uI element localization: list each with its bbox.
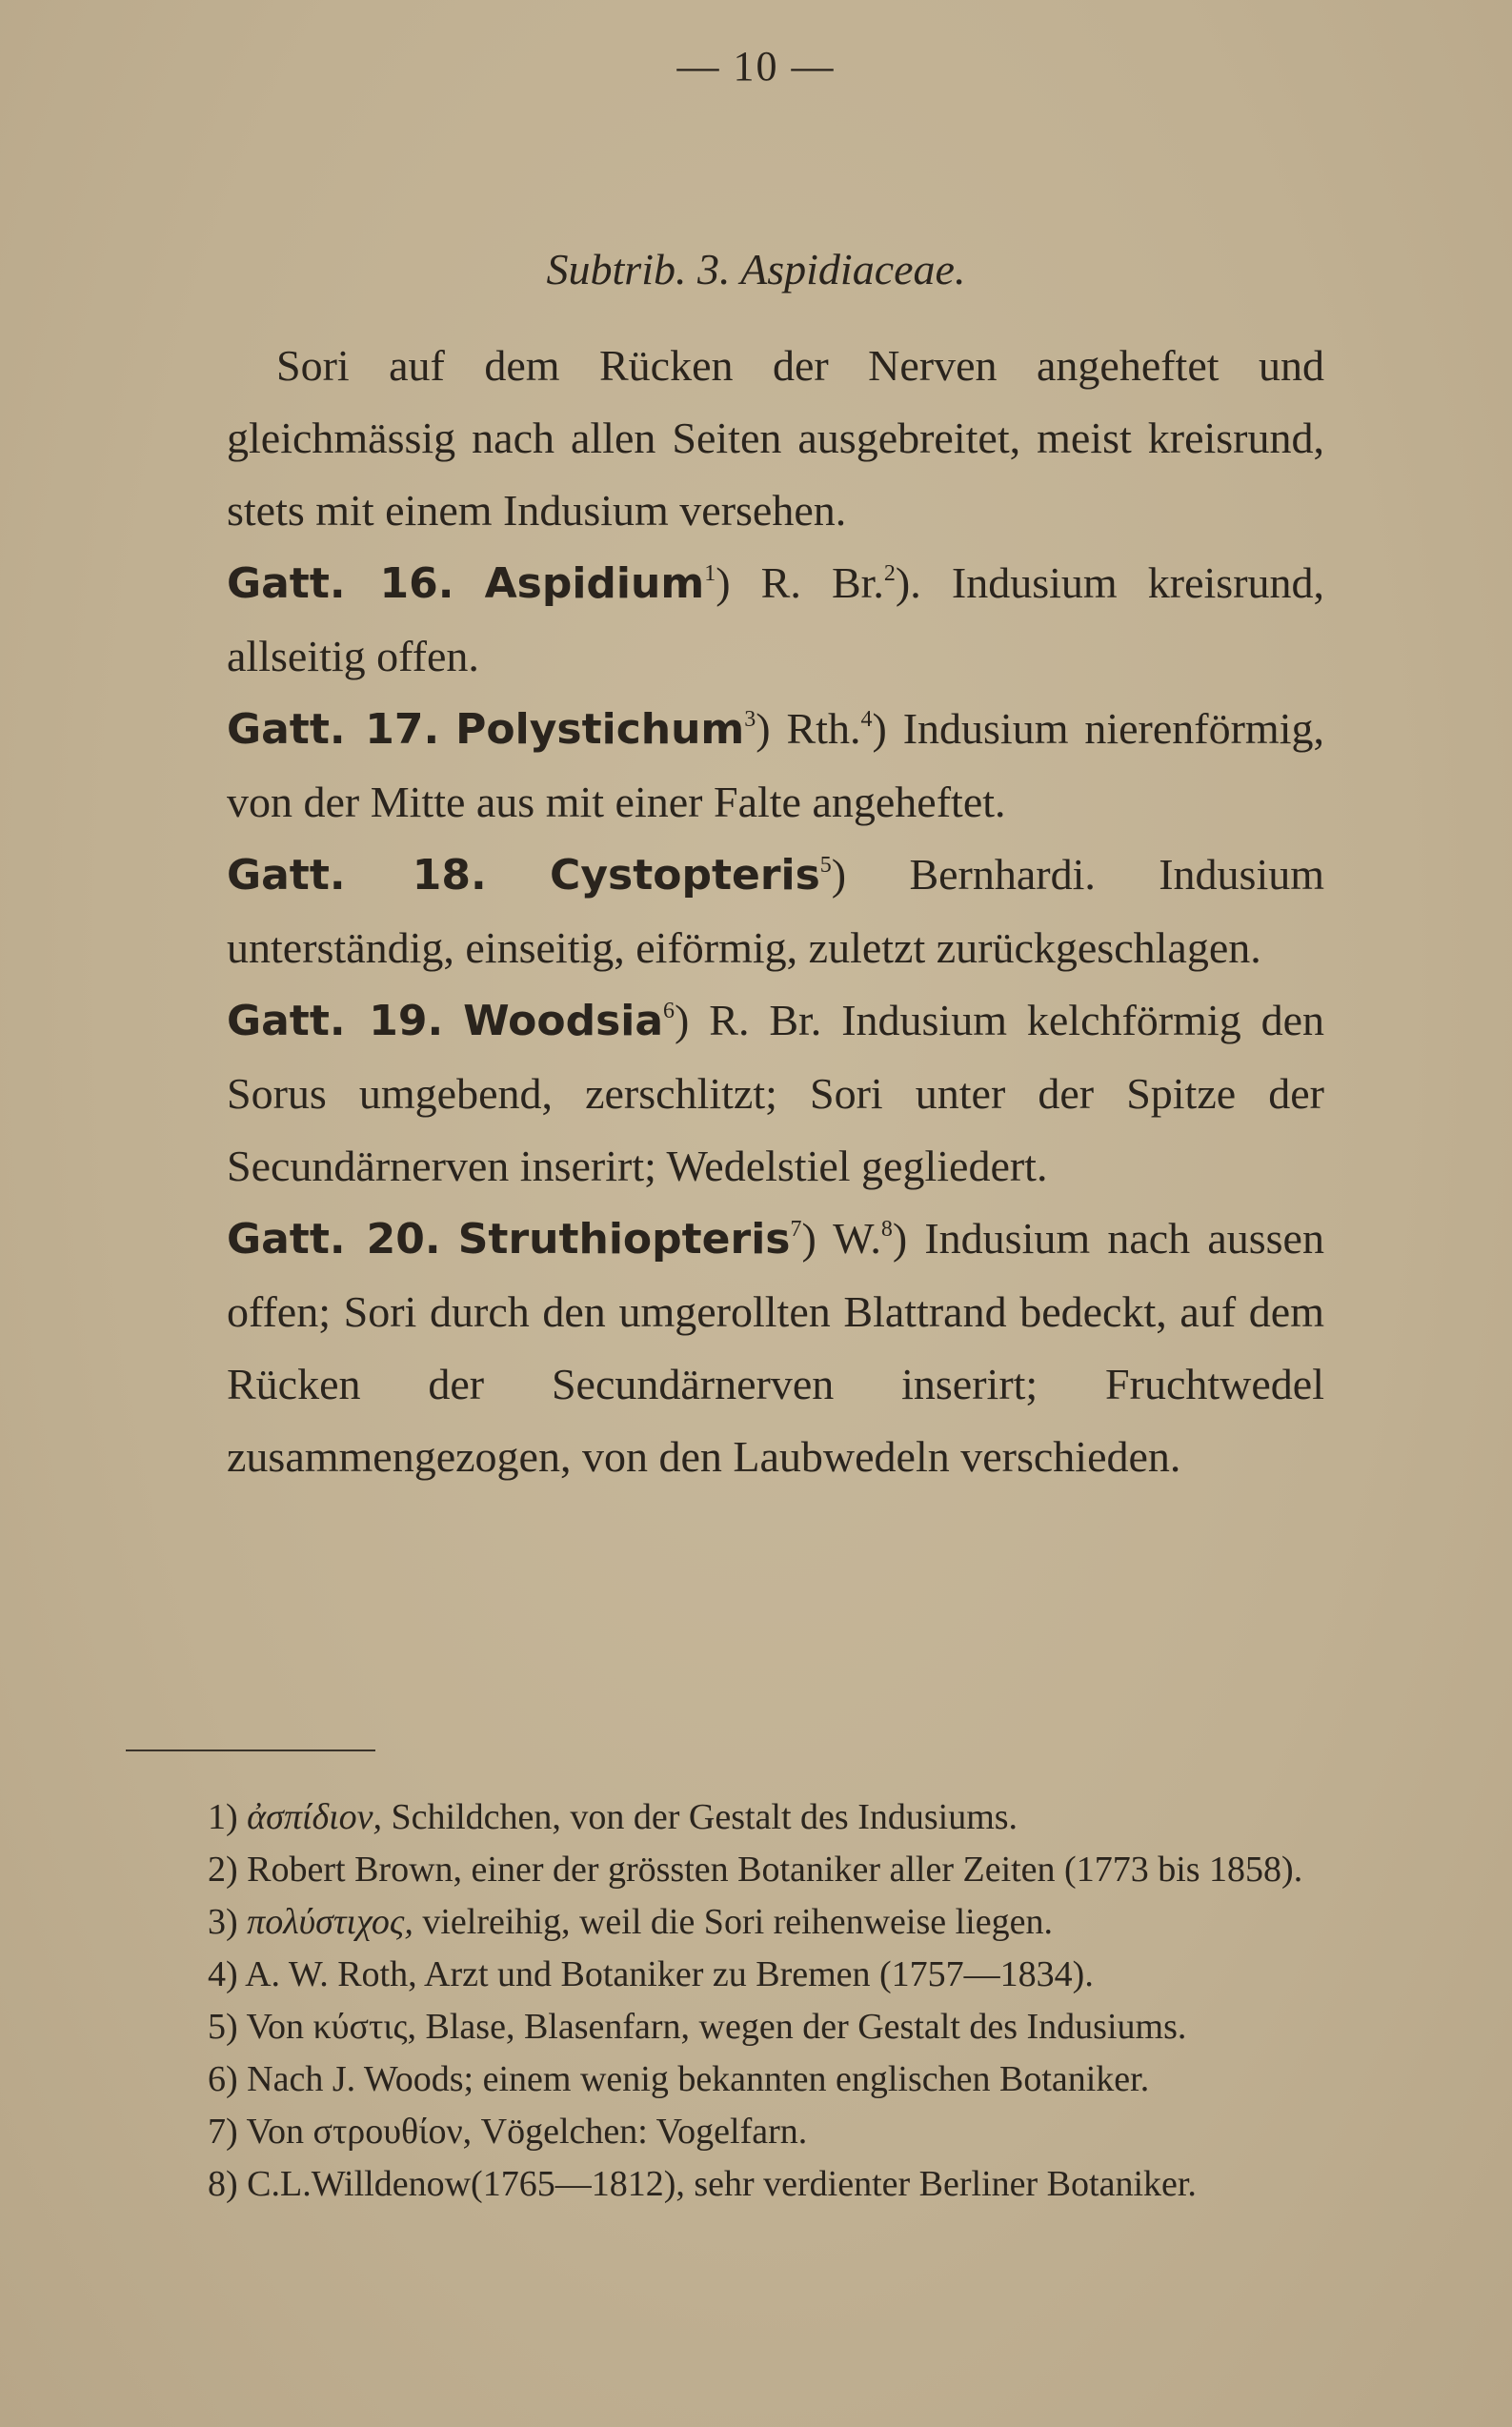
footnote-ref: 5 <box>819 853 832 878</box>
footnote-ref: 2 <box>883 561 896 586</box>
genus-name: Polystichum <box>455 705 745 754</box>
genus-number: Gatt. 18. <box>227 851 487 900</box>
footnote-text: C.L.Willdenow(1765—1812), sehr verdienter Berliner Botaniker. <box>247 2164 1197 2204</box>
footnote-number: 1) <box>208 1797 238 1837</box>
footnote <box>126 1949 1431 2001</box>
genus-description: Indusium nach aussen offen; Sori durch den umgerollten Blattrand bedeckt, auf dem Rücken der Secundärnerven inserirt; Fruchtwedel zusammengezogen, von den Laubwedeln verschieden. <box>227 1214 1324 1481</box>
genus-description: Indusium kelchförmig den Sorus umgebend, zerschlitzt; Sori unter der Spitze der Secundärnerven inserirt; Wedelstiel gegliedert. <box>227 996 1324 1190</box>
genus-number: Gatt. 16. <box>227 559 454 608</box>
footnote-number: 4) <box>208 1954 238 1994</box>
footnote-number: 5) <box>208 2007 238 2047</box>
genus-author: R. Br. <box>760 558 884 607</box>
footnote-ref: 4 <box>860 707 873 732</box>
page-number: — 10 — <box>676 43 836 90</box>
footnote-ref: 1 <box>704 561 716 586</box>
footnote-number: 3) <box>208 1902 238 1942</box>
footnote-number: 2) <box>208 1850 238 1890</box>
genus-description: . Indusium kreisrund, allseitig offen. <box>227 558 1325 680</box>
footnote-text: A. W. Roth, Arzt und Botaniker zu Bremen (1757—1834). <box>245 1954 1094 1994</box>
genera-list <box>227 547 1324 1493</box>
footnote-divider <box>126 1749 375 1751</box>
footnotes <box>126 1791 1431 2211</box>
genus-author: W. <box>833 1214 881 1263</box>
footnote-ref: 3 <box>744 707 756 732</box>
footnote-ref: 7 <box>790 1217 802 1242</box>
footnote <box>126 1896 1431 1949</box>
footnote-number: 6) <box>208 2059 238 2099</box>
greek-word: πολύστιχος, <box>247 1902 413 1942</box>
genus-entry: Gatt. 16. Aspidium$^1$) R. Br.$^2$). Indusium kreisrund, allseitig offen. <box>227 558 1325 680</box>
footnote-text: vielreihig, weil die Sori reihenweise liegen. <box>413 1902 1053 1942</box>
footnote <box>126 1791 1431 1844</box>
genus-author: Rth. <box>786 704 861 753</box>
footnote-text: Von στρουθίον, Vögelchen: Vogelfarn. <box>246 2112 808 2152</box>
genus-entry: Gatt. 18. Cystopteris$^5$) Bernhardi. Indusium unterständig, einseitig, eiförmig, zuletzt zurückgeschlagen. <box>227 850 1325 972</box>
footnote <box>126 2106 1431 2158</box>
genus-number: Gatt. 20. <box>227 1215 441 1264</box>
genus-entry: Gatt. 17. Polystichum$^3$) Rth.$^4$) Indusium nierenförmig, von der Mitte aus mit einer Falte angeheftet. <box>227 704 1324 826</box>
genus-name: Struthiopteris <box>457 1215 791 1264</box>
footnote-text: Nach J. Woods; einem wenig bekannten englischen Botaniker. <box>247 2059 1150 2099</box>
footnote <box>126 2158 1431 2211</box>
intro-paragraph: Sori auf dem Rücken der Nerven angeheftet und gleichmässig nach allen Seiten ausgebreitet, meist kreisrund, stets mit einem Indusium versehen. <box>227 341 1324 535</box>
genus-description: Indusium nierenförmig, von der Mitte aus mit einer Falte angeheftet. <box>227 704 1324 826</box>
genus-author: Bernhardi. <box>909 850 1096 899</box>
genus-number: Gatt. 19. <box>227 997 444 1045</box>
genus-name: Cystopteris <box>550 851 820 900</box>
subtribe-heading: Subtrib. 3. Aspidiaceae. <box>546 245 966 293</box>
footnote-text: Von κύστις, Blase, Blasenfarn, wegen der Gestalt des Indusiums. <box>246 2007 1187 2047</box>
genus-description: Indusium unterständig, einseitig, eiförmig, zuletzt zurückgeschlagen. <box>227 850 1325 972</box>
footnote-number: 8) <box>208 2164 238 2204</box>
footnote <box>126 2001 1431 2053</box>
footnote <box>126 1844 1431 1896</box>
genus-name: Aspidium <box>484 559 705 608</box>
genus-entry: Gatt. 20. Struthiopteris$^7$) W.$^8$) Indusium nach aussen offen; Sori durch den umgerollten Blattrand bedeckt, auf dem Rücken der Secundärnerven inserirt; Fruchtwedel zusammengezogen, von den Laubwedeln verschieden. <box>227 1214 1324 1481</box>
footnote-ref: 8 <box>880 1217 893 1242</box>
footnote-number: 7) <box>208 2112 238 2152</box>
footnote <box>126 2053 1431 2106</box>
genus-author: R. Br. <box>709 996 822 1044</box>
footnote-ref: 6 <box>663 999 675 1023</box>
genus-name: Woodsia <box>463 997 664 1045</box>
footnote-text: Robert Brown, einer der grössten Botaniker aller Zeiten (1773 bis 1858). <box>247 1850 1303 1890</box>
genus-number: Gatt. 17. <box>227 705 440 754</box>
genus-entry: Gatt. 19. Woodsia$^6$) R. Br. Indusium kelchförmig den Sorus umgebend, zerschlitzt; Sori unter der Spitze der Secundärnerven inserirt; Wedelstiel gegliedert. <box>227 996 1324 1190</box>
greek-word: ἀσπίδιον, <box>247 1797 383 1837</box>
footnote-text: Schildchen, von der Gestalt des Indusiums. <box>382 1797 1018 1837</box>
